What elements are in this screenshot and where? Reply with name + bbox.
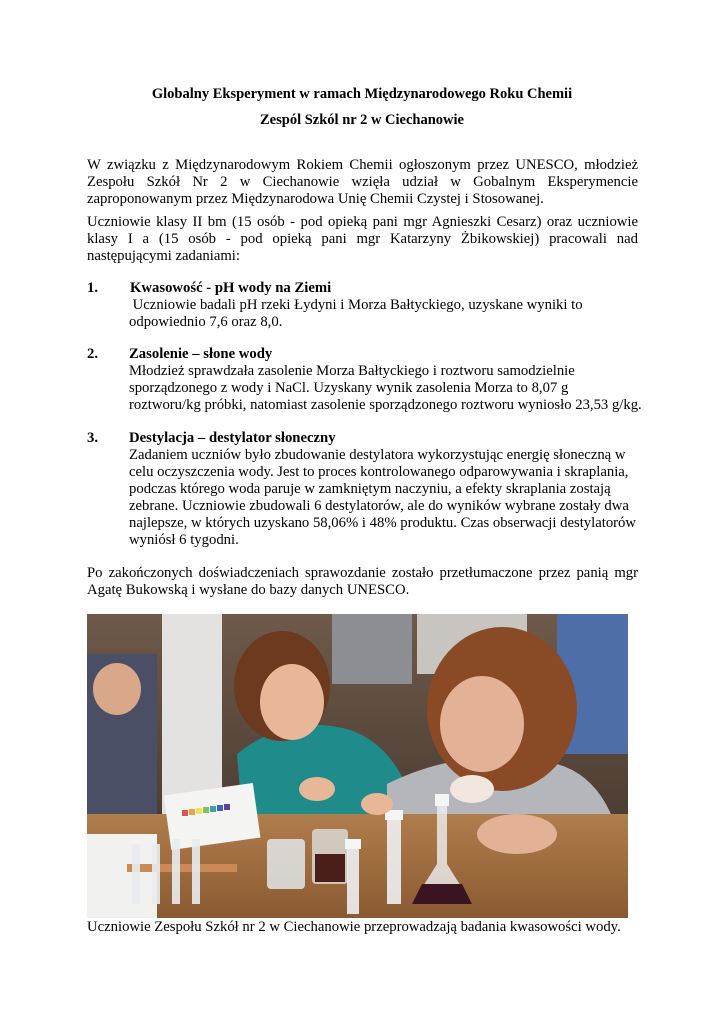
closing-line: Po zakończonych doświadczeniach sprawozdanie zostało przetłumaczone przez panią mgr bbox=[87, 565, 638, 581]
task-title: Zasolenie – słone wody bbox=[129, 346, 273, 362]
task-line: Młodzież sprawdzała zasolenie Morza Bałtyckiego i roztworu samodzielnie bbox=[129, 363, 575, 379]
intro-p1-line: Zespołu Szkół Nr 2 w Ciechanowie wzięła udział w Gobalnym Eksperymencie bbox=[87, 174, 638, 190]
photo-caption: Uczniowie Zespołu Szkół nr 2 w Ciechanowie przeprowadzają badania kwasowości wody. bbox=[87, 919, 621, 935]
photo-illustration bbox=[87, 614, 628, 918]
intro-p2-line: klasy I a (15 osób - pod opieką pani mgr Katarzyny Żbikowskiej) pracowali nad bbox=[87, 231, 638, 247]
document-subtitle: Zespól Szkól nr 2 w Ciechanowie bbox=[260, 112, 464, 128]
task-line: wyniósł 6 tygodni. bbox=[129, 532, 239, 548]
document-title: Globalny Eksperyment w ramach Międzynarodowego Roku Chemii bbox=[151, 86, 573, 102]
task-line: sporządzonego z wody i NaCl. Uzyskany wynik zasolenia Morza to 8,07 g bbox=[129, 380, 569, 396]
closing-paragraph bbox=[87, 565, 638, 599]
intro-paragraph-1 bbox=[87, 157, 638, 208]
closing-line: Agatę Bukowską i wysłane do bazy danych UNESCO. bbox=[87, 582, 410, 598]
task-line: Uczniowie badali pH rzeki Łydyni i Morza Bałtyckiego, uzyskane wyniki to bbox=[129, 297, 583, 313]
intro-p2-line: Uczniowie klasy II bm (15 osób - pod opieką pani mgr Agnieszki Cesarz) oraz uczniowie bbox=[87, 214, 638, 230]
task-description bbox=[129, 447, 644, 549]
task-description bbox=[129, 297, 644, 331]
intro-paragraph-2 bbox=[87, 214, 638, 265]
task-title: Kwasowość - pH wody na Ziemi bbox=[130, 280, 332, 296]
task-description bbox=[129, 363, 644, 414]
task-title: Destylacja – destylator słoneczny bbox=[129, 430, 336, 446]
task-line: celu oczyszczenia wody. Jest to proces kontrolowanego odparowywania i skraplania, bbox=[129, 464, 629, 480]
task-line: podczas którego woda paruje w zamkniętym naczyniu, a efekty skraplania zostają bbox=[129, 481, 611, 497]
task-number: 1. bbox=[87, 280, 99, 296]
experiment-photo bbox=[87, 614, 628, 918]
task-line: zebrane. Uczniowie zbudowali 6 destylatorów, ale do wyników wybrane zostały dwa bbox=[129, 498, 629, 514]
task-number: 2. bbox=[87, 346, 99, 362]
task-line: Zadaniem uczniów było zbudowanie destylatora wykorzystując energię słoneczną w bbox=[129, 447, 626, 463]
intro-p2-line: następującymi zadaniami: bbox=[87, 248, 240, 264]
task-number: 3. bbox=[87, 430, 99, 446]
intro-p1-line: W związku z Międzynarodowym Rokiem Chemii ogłoszonym przez UNESCO, młodzież bbox=[87, 157, 638, 173]
task-line: roztworu/kg próbki, natomiast zasolenie sporządzonego roztworu wyniosło 23,53 g/kg. bbox=[129, 397, 642, 413]
task-line: najlepsze, w których uzyskano 58,06% i 48% produktu. Czas obserwacji destylatorów bbox=[129, 515, 637, 531]
task-line: odpowiednio 7,6 oraz 8,0. bbox=[129, 314, 283, 330]
intro-p1-line: zaproponowanym przez Międzynarodowa Unię Chemii Czystej i Stosowanej. bbox=[87, 191, 544, 207]
